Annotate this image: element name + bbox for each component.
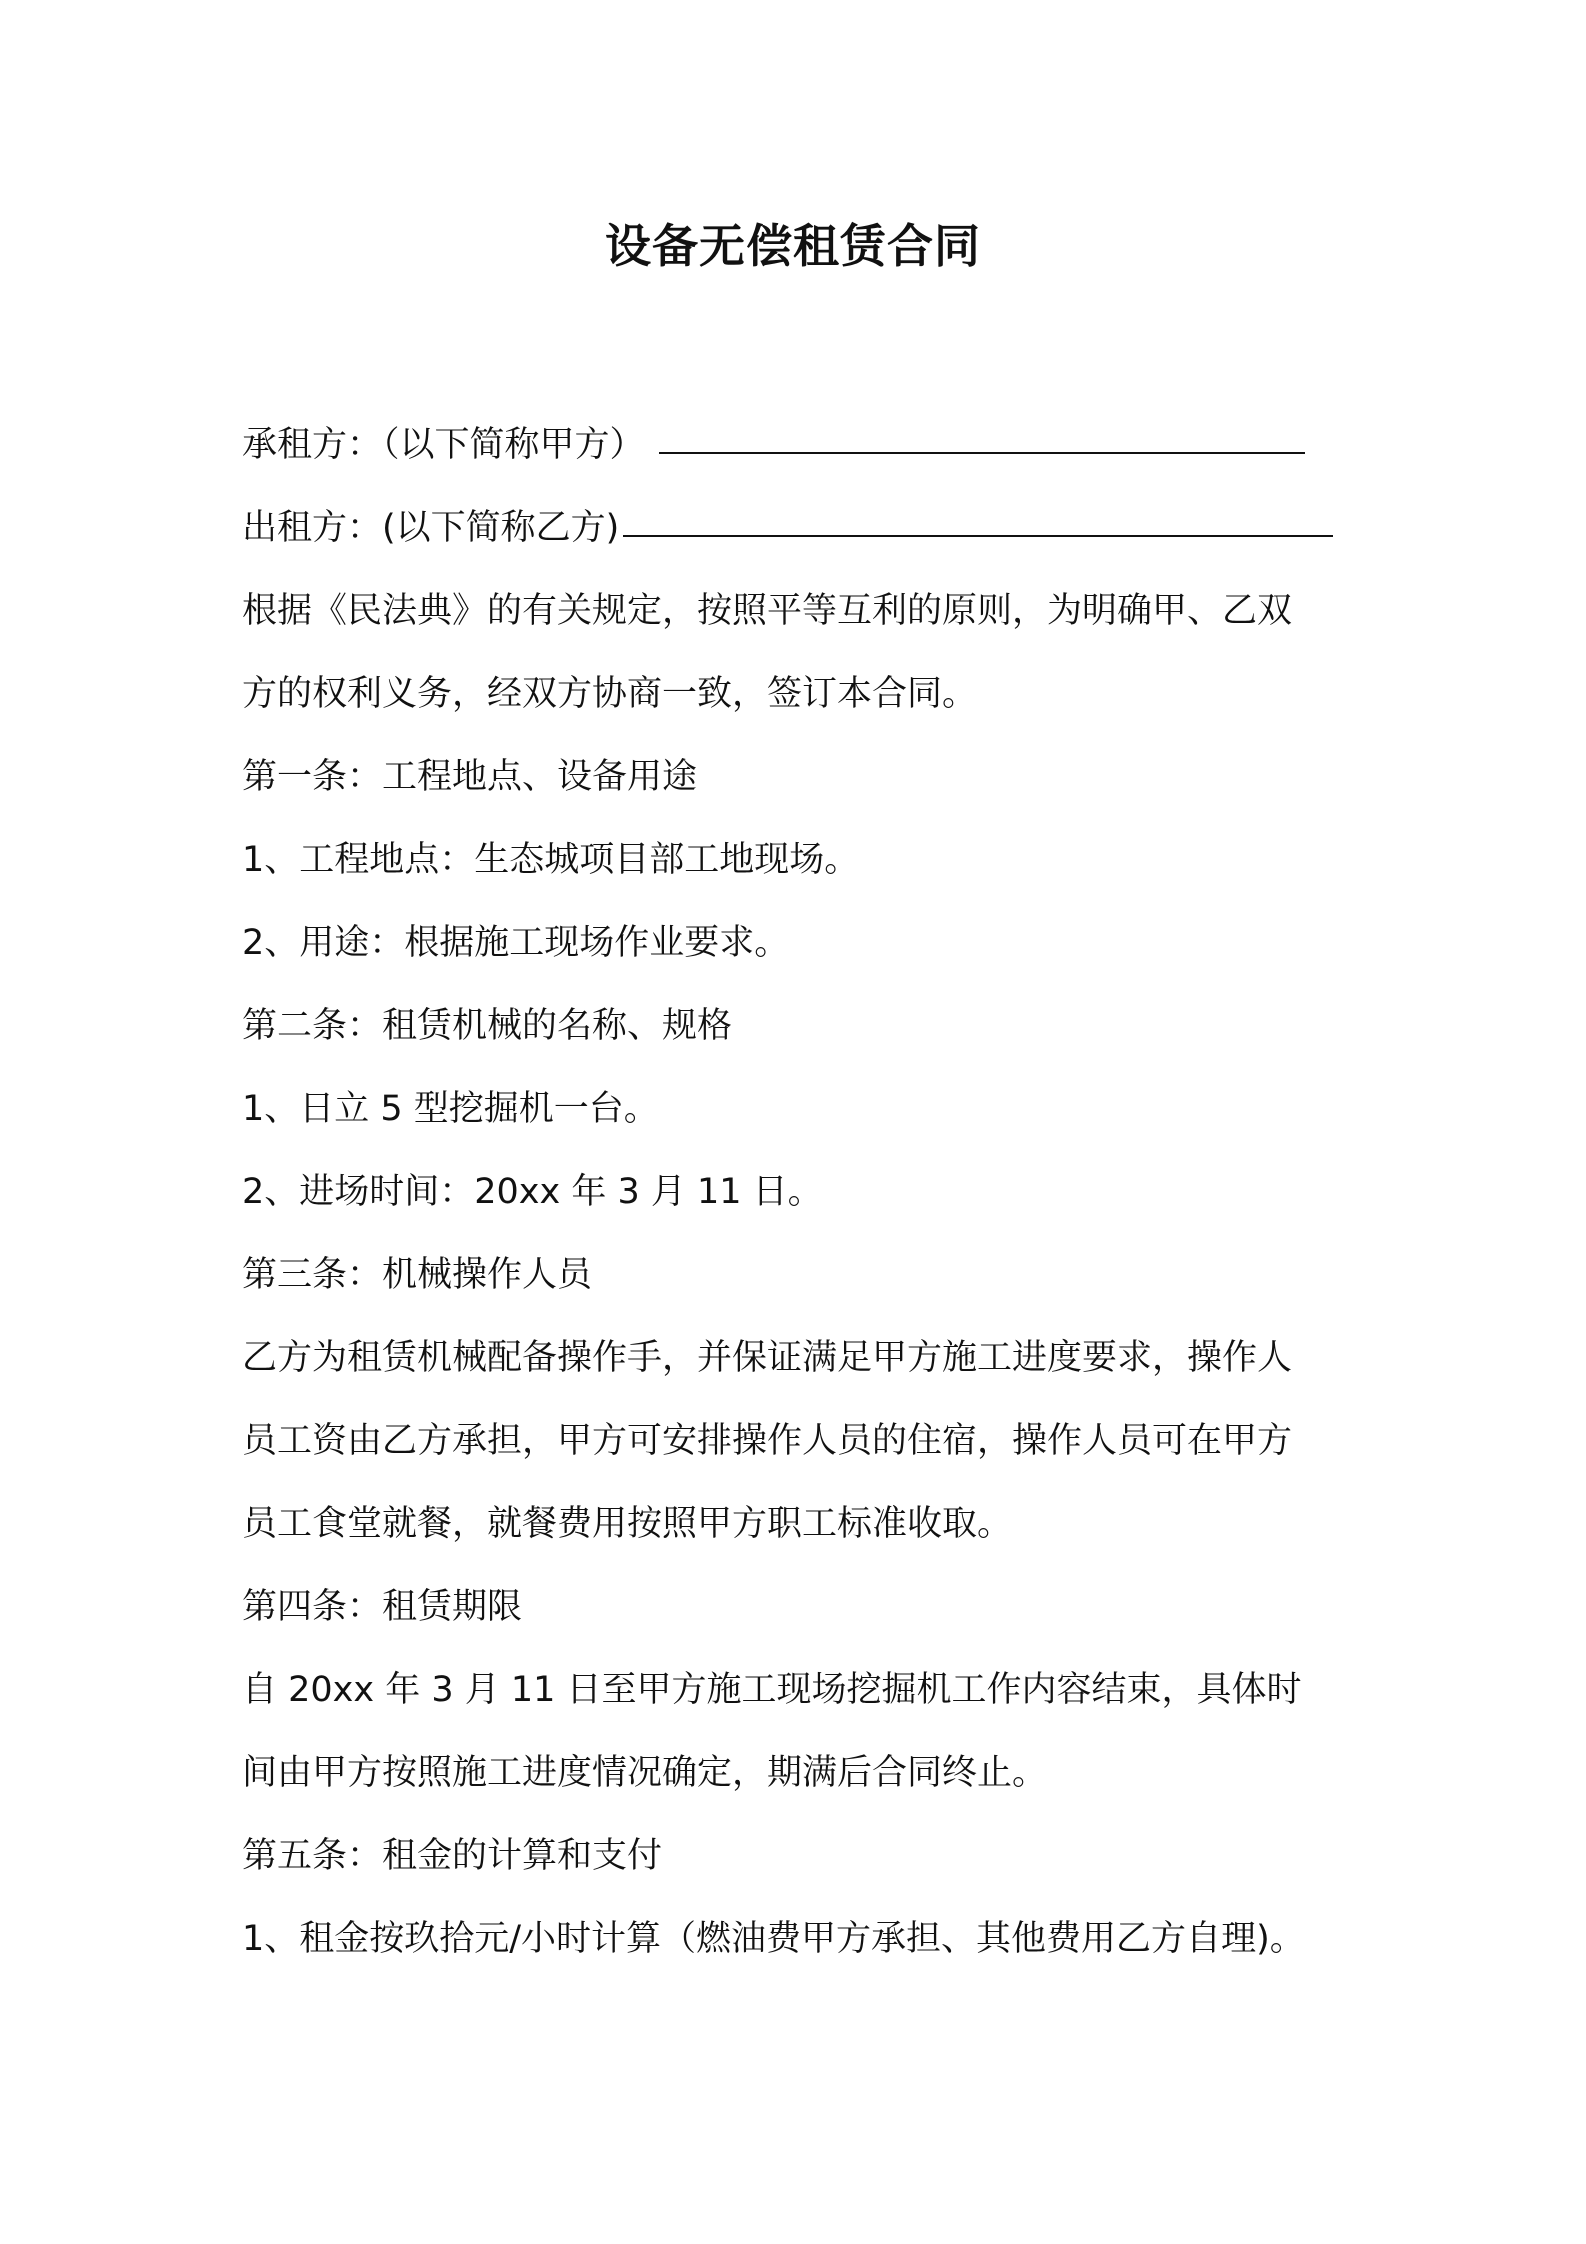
article-3-paragraph-line: 员工食堂就餐，就餐费用按照甲方职工标准收取。 [242, 1504, 1013, 1544]
article-2-heading: 第二条：租赁机械的名称、规格 [242, 1006, 733, 1046]
article-5-heading: 第五条：租金的计算和支付 [242, 1836, 663, 1876]
lessor-label: 出租方：(以下简称乙方) [242, 508, 620, 548]
lessor-line [242, 487, 1362, 570]
article-1-heading: 第一条：工程地点、设备用途 [242, 757, 698, 797]
preamble-line: 根据《民法典》的有关规定，按照平等互利的原则，为明确甲、乙双 [242, 591, 1293, 631]
document-title: 设备无偿租赁合同 [605, 219, 981, 273]
preamble-line: 方的权利义务，经双方协商一致，签订本合同。 [242, 674, 978, 714]
article-5-item: 1、租金按玖拾元/小时计算（燃油费甲方承担、其他费用乙方自理)。 [242, 1919, 1305, 1959]
article-1-item: 1、工程地点：生态城项目部工地现场。 [242, 840, 860, 880]
article-2-item: 2、进场时间：20xx 年 3 月 11 日。 [242, 1172, 823, 1212]
article-2-item: 1、日立 5 型挖掘机一台。 [242, 1089, 659, 1129]
article-3-paragraph-line: 员工资由乙方承担，甲方可安排操作人员的住宿，操作人员可在甲方 [242, 1421, 1293, 1461]
lessee-blank[interactable] [659, 422, 1305, 454]
article-4-paragraph-line: 间由甲方按照施工进度情况确定，期满后合同终止。 [242, 1753, 1048, 1793]
lessee-line [242, 404, 1362, 487]
article-4-paragraph-line: 自 20xx 年 3 月 11 日至甲方施工现场挖掘机工作内容结束，具体时 [242, 1670, 1302, 1710]
contract-body [242, 404, 1362, 1981]
lessor-blank[interactable] [623, 505, 1333, 537]
article-4-heading: 第四条：租赁期限 [242, 1587, 523, 1627]
lessee-label: 承租方：（以下简称甲方） [242, 425, 645, 465]
article-3-paragraph-line: 乙方为租赁机械配备操作手，并保证满足甲方施工进度要求，操作人 [242, 1338, 1293, 1378]
article-1-item: 2、用途：根据施工现场作业要求。 [242, 923, 790, 963]
article-3-heading: 第三条：机械操作人员 [242, 1255, 593, 1295]
